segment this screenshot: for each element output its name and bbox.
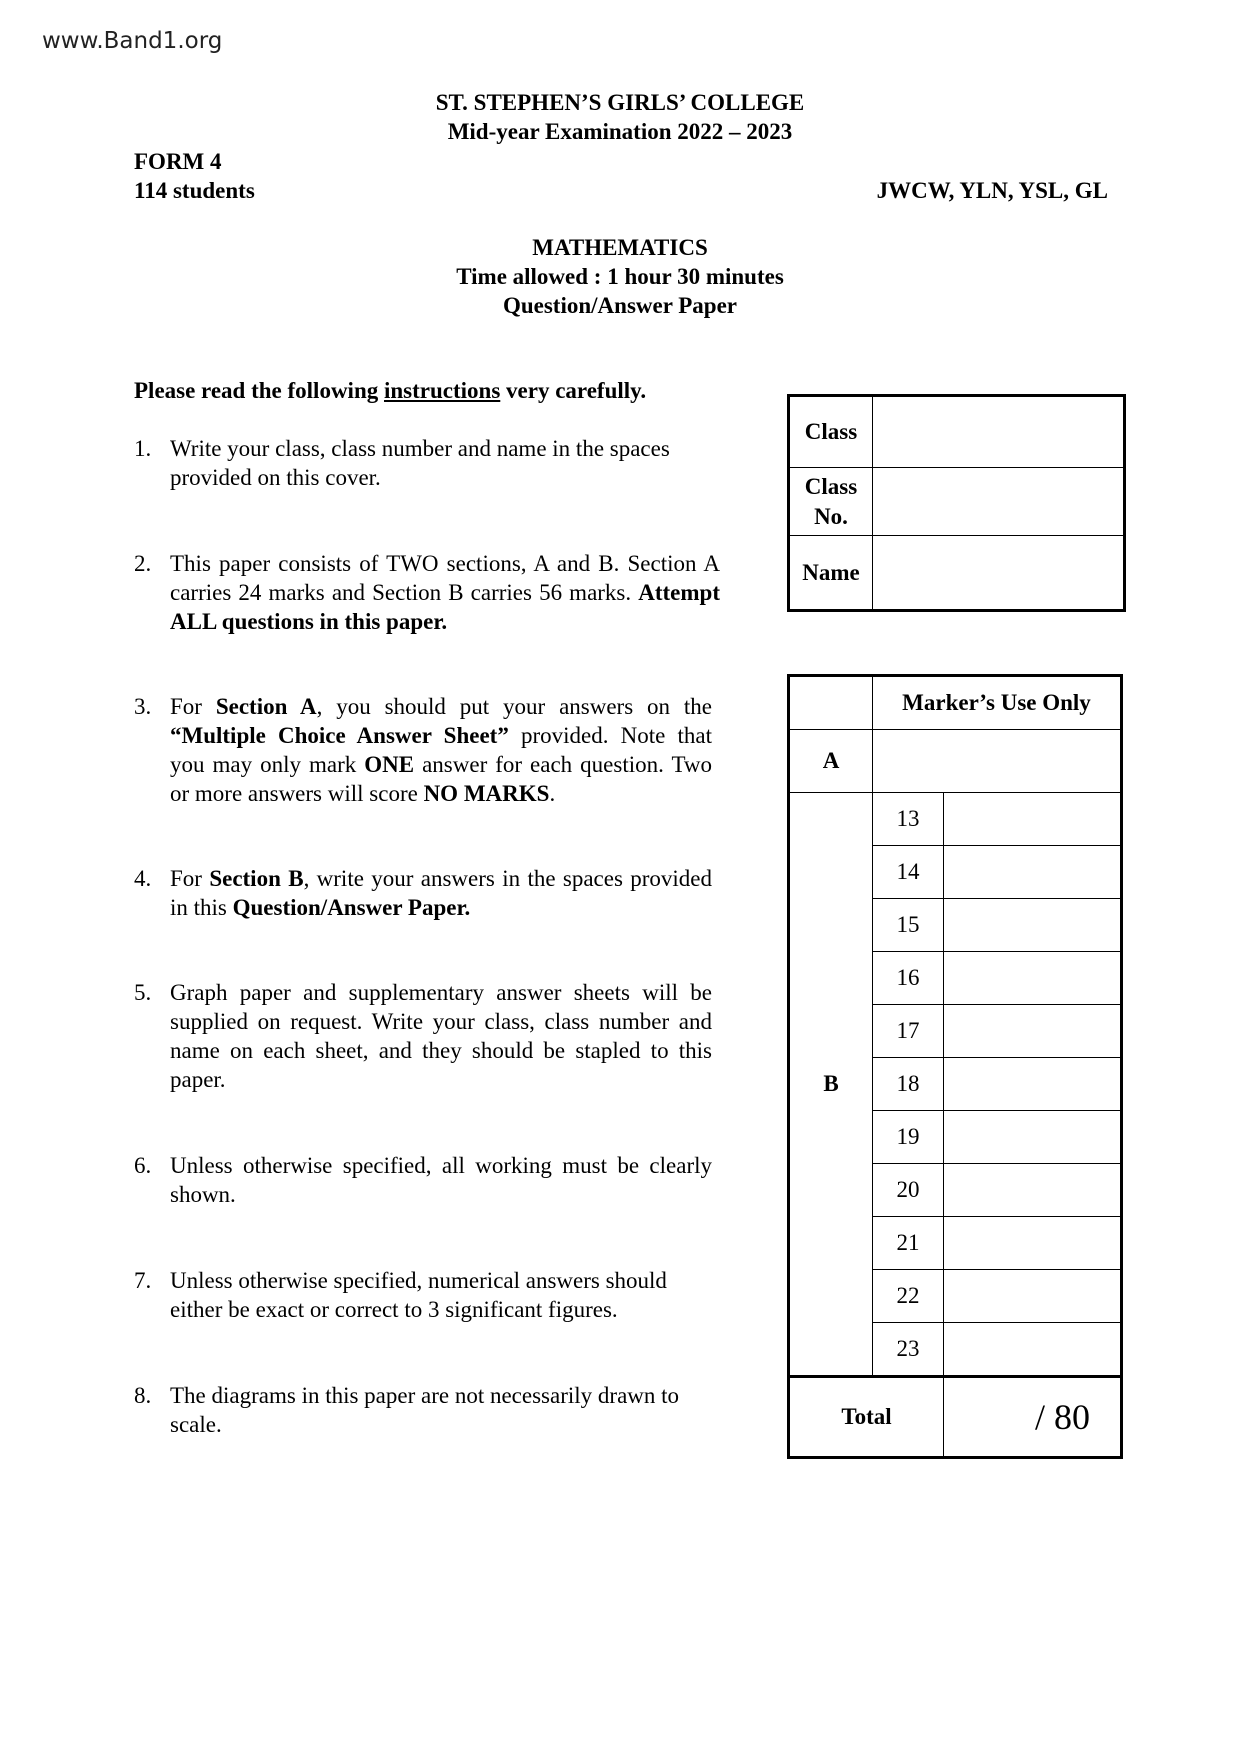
instruction-8	[134, 1381, 712, 1439]
text: , you should put your answers on the	[316, 694, 713, 719]
bold-text: ONE	[364, 752, 415, 777]
section-b-label: B	[789, 793, 873, 1377]
question-score[interactable]	[944, 1111, 1122, 1164]
name-label: Name	[789, 536, 873, 611]
bold-text: Question/Answer Paper.	[232, 895, 471, 920]
class-no-field[interactable]	[873, 468, 1125, 536]
bold-text: Section B	[209, 866, 304, 891]
item-text: The diagrams in this paper are not necessarily drawn to scale.	[170, 1383, 680, 1437]
instruction-4	[134, 864, 712, 922]
watermark: www.Band1.org	[42, 28, 223, 54]
item-text: Unless otherwise specified, all working must be clearly shown.	[170, 1153, 712, 1207]
question-number: 16	[873, 952, 944, 1005]
exam-title: Mid-year Examination 2022 – 2023	[447, 119, 793, 144]
item-number: 1.	[134, 436, 152, 461]
student-count: 114 students	[134, 178, 255, 203]
question-number: 19	[873, 1111, 944, 1164]
item-text: Graph paper and supplementary answer sheets will be supplied on request. Write your class, class number and name on each sheet, and they should be stapled to this paper.	[170, 980, 712, 1092]
item-text	[170, 864, 712, 922]
question-score[interactable]	[944, 952, 1122, 1005]
question-score[interactable]	[944, 793, 1122, 846]
question-number: 20	[873, 1164, 944, 1217]
question-score[interactable]	[944, 1164, 1122, 1217]
item-text: Write your class, class number and name in the spaces provided on this cover.	[170, 436, 670, 490]
question-number: 18	[873, 1058, 944, 1111]
text: answer for each question. Two or more answers will score	[170, 752, 712, 806]
name-field[interactable]	[873, 536, 1125, 611]
item-text	[170, 549, 720, 636]
item-number: 8.	[134, 1383, 152, 1408]
text: .	[549, 781, 556, 806]
section-a-score[interactable]	[873, 730, 1122, 793]
time-allowed: Time allowed : 1 hour 30 minutes	[456, 264, 784, 289]
marker-title: Marker’s Use Only	[873, 676, 1122, 730]
question-score[interactable]	[944, 899, 1122, 952]
bold-text: NO MARKS	[423, 781, 550, 806]
question-score[interactable]	[944, 1270, 1122, 1323]
paper-type: Question/Answer Paper	[502, 293, 738, 318]
bold-text: Section A	[215, 694, 317, 719]
item-number: 4.	[134, 866, 152, 891]
text: For	[170, 694, 216, 719]
question-score[interactable]	[944, 1058, 1122, 1111]
text: For	[170, 866, 210, 891]
item-number: 3.	[134, 694, 152, 719]
item-number: 6.	[134, 1153, 152, 1178]
instruction-7	[134, 1266, 712, 1324]
form-level: FORM 4	[134, 149, 222, 174]
total-score[interactable]: / 80	[944, 1377, 1122, 1458]
question-score[interactable]	[944, 1217, 1122, 1270]
question-number: 22	[873, 1270, 944, 1323]
question-number: 14	[873, 846, 944, 899]
question-number: 15	[873, 899, 944, 952]
total-label: Total	[789, 1377, 944, 1458]
subject-title: MATHEMATICS	[532, 235, 708, 260]
marker-table	[787, 674, 1123, 1459]
instruction-5	[134, 978, 712, 1094]
item-text	[170, 692, 712, 808]
question-score[interactable]	[944, 1323, 1122, 1377]
instruction-1	[134, 434, 674, 492]
heading-text-end: very carefully.	[500, 378, 647, 403]
label-line: No.	[814, 503, 848, 529]
corner-cell	[789, 676, 873, 730]
instruction-3	[134, 692, 712, 808]
setters: JWCW, YLN, YSL, GL	[876, 178, 1108, 203]
section-a-label: A	[789, 730, 873, 793]
class-no-label	[789, 468, 873, 536]
question-score[interactable]	[944, 1005, 1122, 1058]
instruction-6	[134, 1151, 712, 1209]
item-text: Unless otherwise specified, numerical answers should either be exact or correct to 3 significant figures.	[170, 1268, 667, 1322]
question-number: 17	[873, 1005, 944, 1058]
label-line: Class	[804, 473, 858, 499]
question-score[interactable]	[944, 846, 1122, 899]
heading-underlined: instructions	[384, 378, 501, 403]
student-id-table	[787, 394, 1126, 612]
item-number: 5.	[134, 980, 152, 1005]
question-number: 13	[873, 793, 944, 846]
question-number: 21	[873, 1217, 944, 1270]
class-label: Class	[789, 396, 873, 468]
item-number: 2.	[134, 551, 152, 576]
text: provided. Note that you may only mark	[170, 723, 712, 777]
class-field[interactable]	[873, 396, 1125, 468]
bold-text: “Multiple Choice Answer Sheet”	[170, 723, 509, 748]
heading-text: Please read the following	[134, 378, 384, 403]
text: This paper consists of TWO sections, A and B. Section A carries 24 marks and Section B carries 56 marks.	[170, 551, 720, 605]
text: , write your answers in the spaces provided in this	[170, 866, 713, 920]
instruction-2	[134, 549, 720, 636]
item-number: 7.	[134, 1268, 152, 1293]
instructions-heading	[134, 378, 646, 404]
question-number: 23	[873, 1323, 944, 1377]
school-title: ST. STEPHEN’S GIRLS’ COLLEGE	[435, 90, 805, 115]
bold-text: Attempt ALL questions in this paper.	[170, 580, 720, 634]
